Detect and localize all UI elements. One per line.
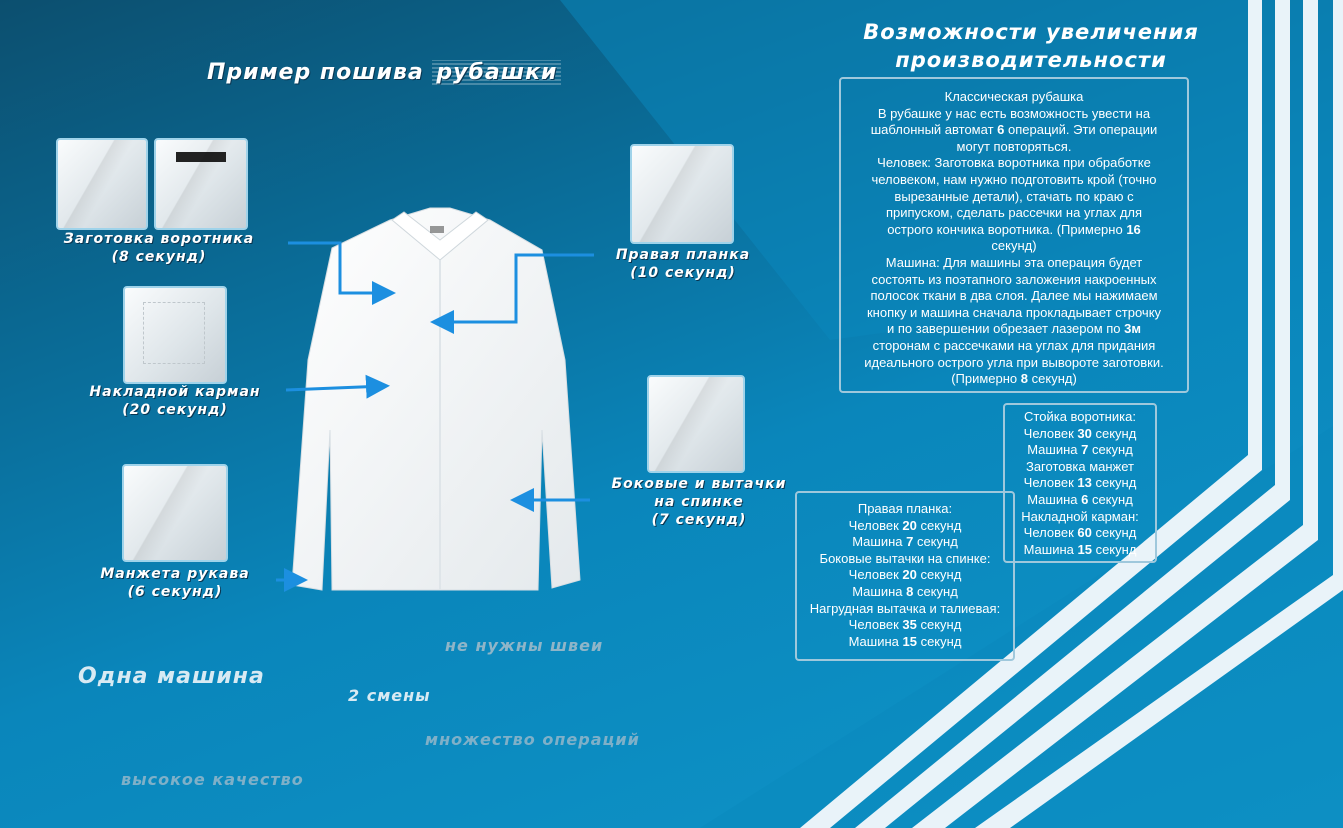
main-box-line: припуском, сделать рассечки на углах для xyxy=(885,205,1143,221)
main-box-line: Машина: Для машины эта операция будет xyxy=(885,254,1143,270)
main-box-line: (Примерно 8 секунд) xyxy=(951,371,1077,387)
title-highlight: рубашки xyxy=(432,60,561,85)
main-box-line: острого кончика воротника. (Примерно 16 xyxy=(887,221,1141,237)
box-collar-stand-line: Стойка воротника: xyxy=(1024,409,1136,424)
info-box-collar-stand xyxy=(1003,403,1157,563)
main-box-line: человеком, нам нужно подготовить крой (точно xyxy=(871,171,1157,187)
info-box-collar-stand-lines xyxy=(1005,409,1155,558)
main-box-line: шаблонный автомат 6 операций. Эти операции xyxy=(870,122,1158,138)
caption-pocket-time: (20 секунд) xyxy=(122,402,228,418)
box-placket-line: Человек 20 секунд xyxy=(848,567,962,583)
main-box-line: В рубашке у нас есть возможность увести на xyxy=(877,105,1151,121)
box-placket-line: Нагрудная вытачка и талиевая: xyxy=(809,600,1001,616)
caption-cuff-title: Манжета рукава xyxy=(100,566,250,582)
caption-collar-time: (8 секунд) xyxy=(111,249,207,265)
text-many-operations: множество операций xyxy=(425,730,640,749)
box-placket-line: Человек 35 секунд xyxy=(848,617,962,633)
main-box-line: сторонам с рассечками на углах для придания xyxy=(872,337,1156,353)
main-box-line: секунд) xyxy=(991,238,1037,254)
main-box-line: Классическая рубашка xyxy=(944,89,1084,104)
box-collar-stand-line: Человек 30 секунд xyxy=(1023,425,1137,441)
box-collar-stand-line: Человек 13 секунд xyxy=(1023,475,1137,491)
box-collar-stand-line: Машина 7 секунд xyxy=(1027,442,1133,458)
caption-placket-title: Правая планка xyxy=(615,247,751,263)
box-placket-line: Правая планка: xyxy=(857,501,953,516)
caption-cuff-time: (6 секунд) xyxy=(127,584,223,600)
text-no-seams: не нужны швеи xyxy=(445,636,604,655)
caption-pocket-title: Накладной карман xyxy=(89,384,261,400)
info-box-placket-lines xyxy=(797,501,1013,650)
box-collar-stand-line: Накладной карман: xyxy=(1021,508,1139,524)
box-placket-line: Человек 20 секунд xyxy=(848,517,962,533)
caption-darts-title: Боковые и вытачки xyxy=(611,476,787,492)
caption-darts-subtitle: на спинке xyxy=(654,494,744,510)
main-box-line: вырезанные детали), стачать по краю с xyxy=(894,188,1134,204)
arrow-collar xyxy=(288,243,390,293)
main-box-line: полосок ткани в два слоя. Далее мы нажимаем xyxy=(870,288,1158,304)
info-box-classic-shirt xyxy=(839,77,1189,393)
box-collar-stand-line: Заготовка манжет xyxy=(1025,458,1135,474)
caption-placket-time: (10 секунд) xyxy=(630,265,736,281)
text-high-quality: высокое качество xyxy=(121,770,304,789)
main-box-line: идеального острого угла при вывороте заготовки. xyxy=(864,354,1164,370)
page-title-right: Возможности увеличения производительности xyxy=(863,20,1199,72)
box-collar-stand-line: Машина 6 секунд xyxy=(1027,491,1133,507)
arrow-pocket xyxy=(286,386,384,390)
main-box-line: могут повторяться. xyxy=(956,138,1072,154)
main-box-line: кнопку и машина сначала прокладывает строчку xyxy=(866,304,1162,320)
main-box-line: Человек: Заготовка воротника при обработке xyxy=(877,155,1151,171)
title-prefix: Пример пошива xyxy=(207,60,424,85)
info-box-classic-shirt-lines xyxy=(841,89,1187,388)
box-placket-line: Машина 7 секунд xyxy=(852,534,958,550)
text-two-shifts: 2 смены xyxy=(348,686,431,705)
caption-collar-title: Заготовка воротника xyxy=(63,231,255,247)
box-collar-stand-line: Человек 60 секунд xyxy=(1023,525,1137,541)
text-one-machine: Одна машина xyxy=(78,664,265,689)
box-placket-line: Машина 8 секунд xyxy=(852,583,958,599)
info-box-placket xyxy=(795,491,1015,661)
box-placket-line: Боковые вытачки на спинке: xyxy=(819,550,991,566)
box-collar-stand-line: Машина 15 секунд xyxy=(1023,541,1137,557)
caption-darts-time: (7 секунд) xyxy=(651,512,747,528)
box-placket-line: Машина 15 секунд xyxy=(848,633,962,649)
arrow-placket xyxy=(436,255,594,322)
main-box-line: и по завершении обрезает лазером по 3м xyxy=(886,321,1141,337)
main-box-line: состоять из поэтапного заложения накроенных xyxy=(871,271,1157,287)
